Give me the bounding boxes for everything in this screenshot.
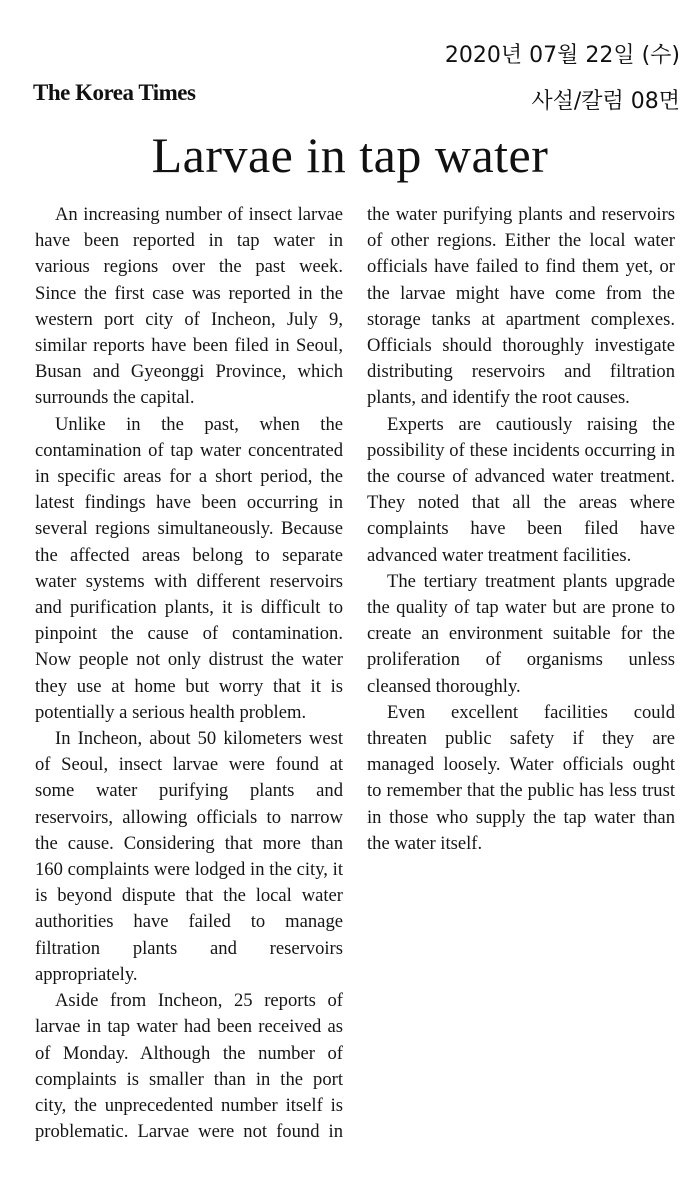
article-paragraph: Unlike in the past, when the contamination of tap water concentrated in specific areas for a short period, the latest findings have been occurring in several regions simultaneously. Because the affected areas belong to separate water systems with different reservoirs and purification plants, it is difficult to pinpoint the cause of contamination. Now people not only distrust the water they use at home but worry that it is potentially a serious health problem. bbox=[35, 413, 343, 723]
article-body bbox=[35, 202, 675, 1147]
page-header bbox=[0, 0, 700, 120]
article-paragraph: In Incheon, about 50 kilometers west of Seoul, insect larvae were found at some water purifying plants and reservoirs, allowing officials to narrow the cause. Considering that more than 160 complaints were lodged in the city, it is beyond dispute that the local water authorities have failed to manage filtration plants and reservoirs appropriately. bbox=[35, 728, 343, 985]
issue-section: 사설/칼럼 08면 bbox=[531, 89, 680, 114]
publication-masthead: The Korea Times bbox=[33, 80, 196, 105]
article-paragraph: Aside from Incheon, 25 reports of larvae in tap water had been received as of Monday. Although the number of complaints is smaller than in the port city, the unprecedented number itself is problematic. Larvae were not found in the water purifying plants and reservoirs of other regions. Either the local water officials have failed to find them yet, or the larvae might have come from the storage tanks at apartment complexes. Officials should thoroughly investigate distributing reservoirs and filtration plants, and identify the root causes. bbox=[35, 204, 675, 1143]
article-headline: Larvae in tap water bbox=[151, 127, 549, 183]
article-paragraph: Experts are cautiously raising the possibility of these incidents occurring in the course of advanced water treatment. They noted that all the areas where complaints have been filed have advanced water treatment facilities. bbox=[367, 413, 675, 566]
article-paragraph: Even excellent facilities could threaten public safety if they are managed loosely. Water officials ought to remember that the public has less trust in those who supply the tap water than the water itself. bbox=[367, 701, 675, 854]
issue-date: 2020년 07월 22일 (수) bbox=[444, 43, 680, 68]
article-paragraph: An increasing number of insect larvae have been reported in tap water in various regions over the past week. Since the first case was reported in the western port city of Incheon, July 9, similar reports have been filed in Seoul, Busan and Gyeonggi Province, which surrounds the capital. bbox=[35, 204, 343, 409]
article-paragraph: The tertiary treatment plants upgrade the quality of tap water but are prone to create an environment suitable for the proliferation of organisms unless cleansed thoroughly. bbox=[367, 570, 675, 697]
